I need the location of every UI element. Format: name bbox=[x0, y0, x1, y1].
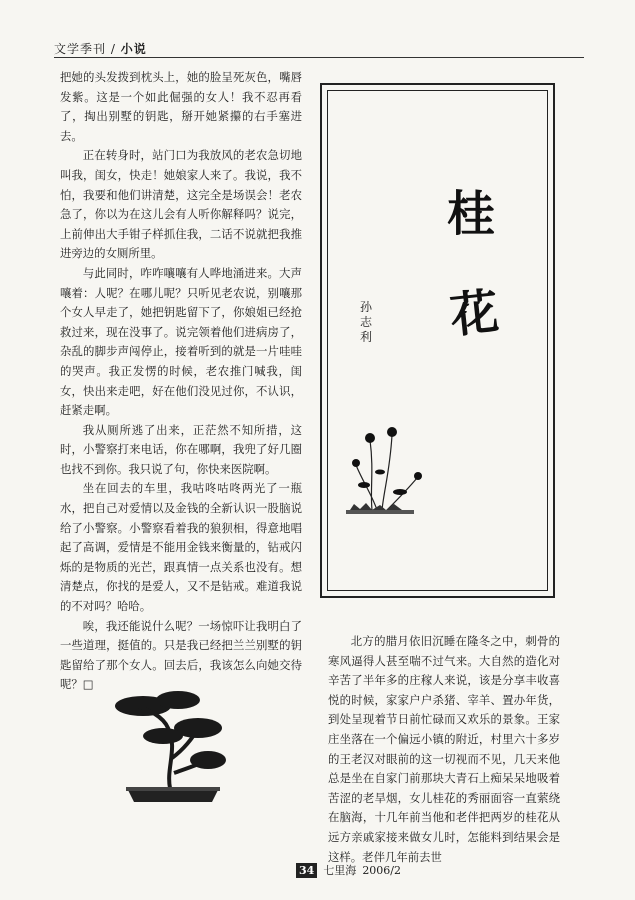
paragraph: 把她的头发拨到枕头上，她的脸呈死灰色，嘴唇发紫。这是一个如此倔强的女人！我不忍再看了，掏出别墅的钥匙，掰开她紧攥的右手塞进去。 bbox=[60, 70, 302, 143]
author-name: 孙志利 bbox=[360, 300, 373, 344]
footer-issue: 2006/2 bbox=[362, 863, 402, 877]
footer-magazine: 七里海 bbox=[323, 864, 357, 877]
left-column bbox=[60, 68, 302, 695]
paragraph: 坐在回去的车里，我咕咚咕咚两光了一瓶水，把自己对爱情以及金钱的全新认识一股脑说给了小警察。小警察看着我的狼狈相，得意地唱起了高调，爱情是不能用金钱来衡量的，钻戒闪烁的是物质的光芒，跟真情一点关系也没有。想清楚点，你找的是爱人，又不是钻戒。难道我说的不对吗？哈哈。 bbox=[60, 481, 302, 614]
title-box bbox=[320, 83, 555, 598]
page-number: 34 bbox=[296, 863, 317, 878]
header-rule bbox=[54, 57, 584, 58]
header-separator: / bbox=[110, 42, 116, 56]
paragraph: 我从厕所逃了出来，正茫然不知所措，这时，小警察打来电话，你在哪啊，我兜了好几圈也找不到你。我只说了句，你快来医院啊。 bbox=[60, 422, 302, 476]
flower-ikebana-illustration bbox=[342, 410, 442, 530]
title-char-1: 桂 bbox=[447, 186, 496, 242]
page-header bbox=[54, 40, 584, 57]
page-footer bbox=[296, 862, 401, 878]
section-name: 小说 bbox=[120, 42, 147, 56]
bonsai-tree-illustration bbox=[108, 688, 233, 808]
magazine-name: 文学季刊 bbox=[54, 42, 107, 56]
paragraph: 唉，我还能说什么呢？一场惊吓让我明白了一些道理，挺值的。只是我已经把兰兰别墅的钥匙留给了那个女人。回去后，我该怎么向她交待呢？□ bbox=[60, 618, 302, 692]
right-column bbox=[328, 632, 560, 867]
paragraph: 北方的腊月依旧沉睡在隆冬之中，刺骨的寒风逼得人甚至喘不过气来。大自然的造化对辛苦了半年多的庄稼人来说，该是分享丰收喜悦的时候，家家户户杀猪、宰羊、置办年货，到处呈现着节日前忙碌而又欢乐的景象。王家庄坐落在一个偏远小镇的附近，村里六十多岁的王老汉对眼前的这一切视而不见，几天来他总是坐在自家门前那块大青石上痴呆呆地吸着苦涩的老旱烟，女儿桂花的秀丽面容一直萦绕在脑海，十几年前当他和老伴把两岁的桂花从远方亲戚家接来做女儿时，怎能料到结果会是这样。老伴几年前去世 bbox=[328, 634, 560, 864]
title-char-2: 花 bbox=[447, 283, 502, 345]
paragraph: 与此同时，咋咋嚷嚷有人哗地涌进来。大声嚷着：人呢？在哪儿呢？只听见老农说，别嚷那个女人早走了，她把钥匙留下了，你娘姐已经抢救过来，现在没事了。说完领着他们进病房了，杂乱的脚步声闯停止，接着听到的就是一片哇哇的哭声。我正发愣的时候，老农推门喊我，闺女，快出来走吧，好在他们没见过你，不认识，赶紧走啊。 bbox=[60, 265, 302, 418]
paragraph: 正在转身时，站门口为我放风的老农急切地叫我，闺女，快走！她娘家人来了。我说，我不怕，我要和他们讲清楚，这完全是场误会！老农急了，你以为在这儿会有人听你解释吗？说完，上前伸出大手钳子样抓住我，二话不说就把我推进旁边的女厕所里。 bbox=[60, 148, 302, 261]
